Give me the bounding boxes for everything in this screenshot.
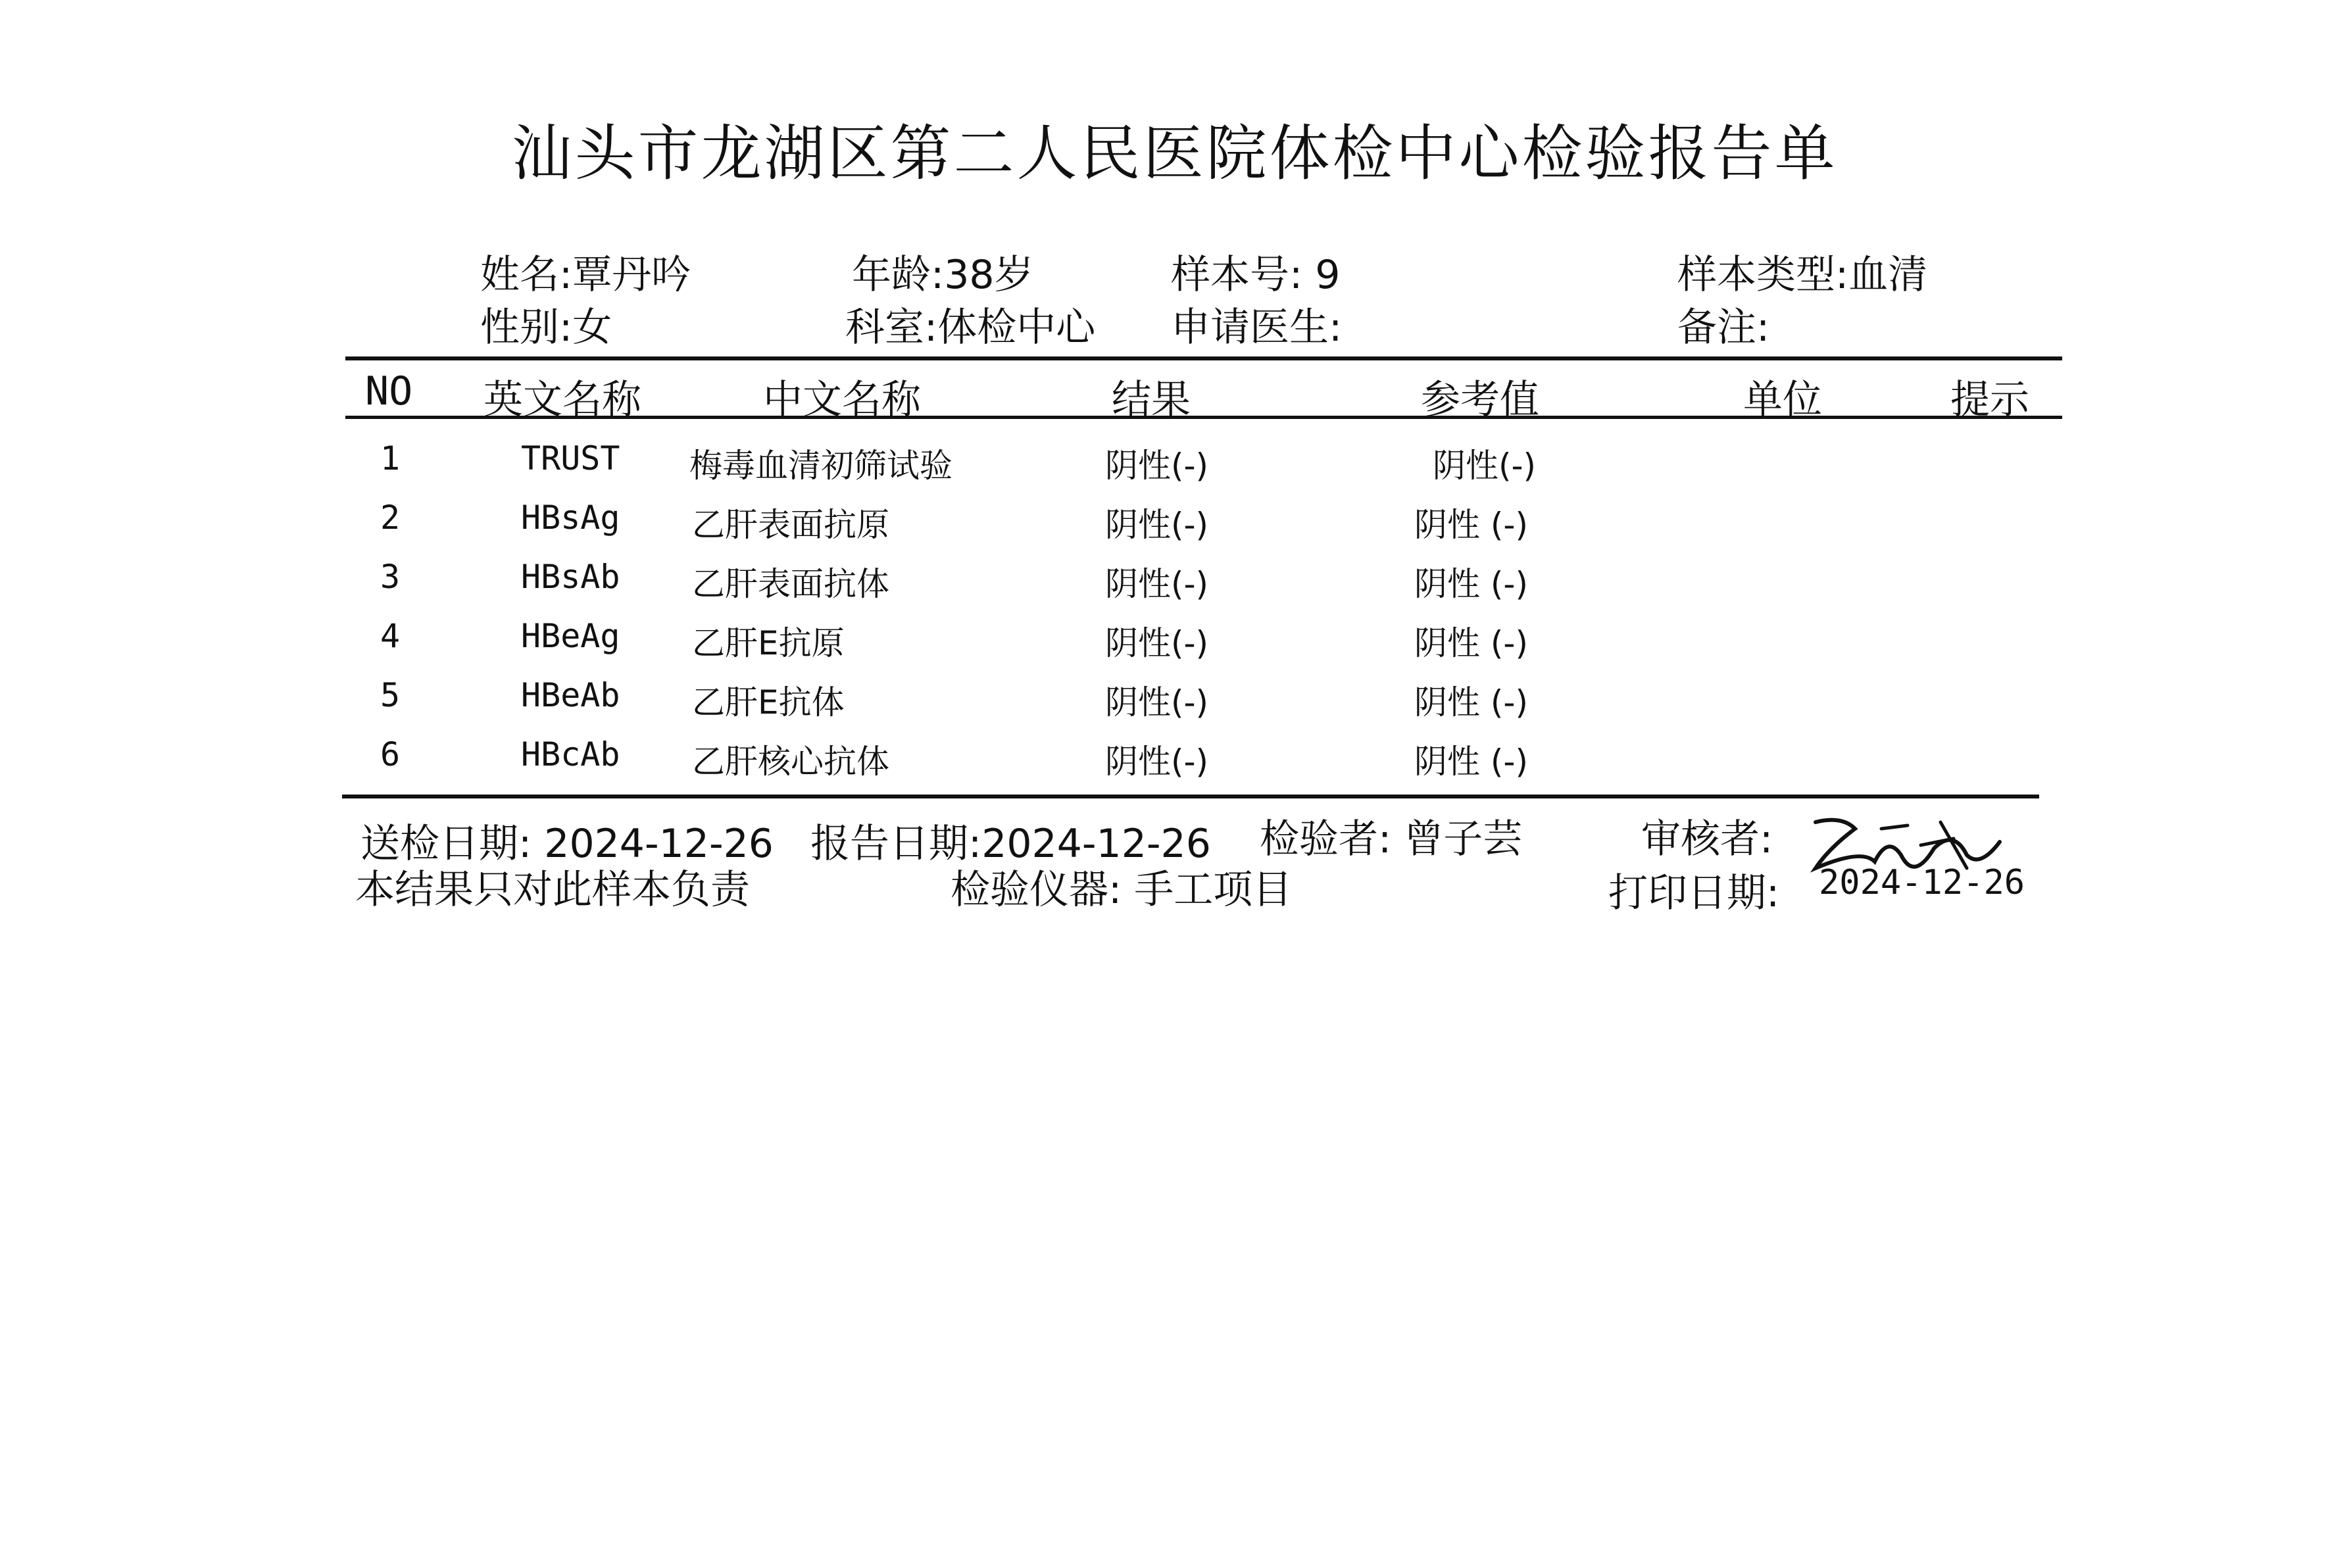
row-no: 2 xyxy=(380,499,401,537)
instrument: 检验仪器: 手工项目 xyxy=(951,867,1293,913)
row-english-name: HBcAb xyxy=(521,735,620,773)
header-no: NO xyxy=(365,368,413,414)
row-reference: 阴性 (-) xyxy=(1414,624,1528,662)
row-reference: 阴性 (-) xyxy=(1414,565,1528,603)
row-result: 阴性(-) xyxy=(1105,743,1209,781)
print-date-value: 2024-12-26 xyxy=(1819,863,2025,902)
table-top-rule xyxy=(345,356,2062,360)
row-result: 阴性(-) xyxy=(1105,565,1209,603)
row-chinese-name: 乙肝核心抗体 xyxy=(692,743,889,781)
row-no: 1 xyxy=(380,439,401,478)
header-english-name: 英文名称 xyxy=(483,377,641,423)
send-date: 送检日期: 2024-12-26 xyxy=(360,821,774,867)
sample-number: 样本号: 9 xyxy=(1171,252,1341,298)
row-english-name: TRUST xyxy=(521,439,620,478)
report-title: 汕头市龙湖区第二人民医院体检中心检验报告单 xyxy=(511,118,1838,189)
patient-gender: 性别:女 xyxy=(480,305,612,351)
header-unit: 单位 xyxy=(1743,377,1822,423)
reviewer: 审核者: xyxy=(1641,816,1773,862)
row-chinese-name: 乙肝E抗体 xyxy=(692,683,845,722)
header-chinese-name: 中文名称 xyxy=(763,377,921,423)
row-reference: 阴性 (-) xyxy=(1414,506,1528,544)
header-hint: 提示 xyxy=(1950,377,2029,423)
row-no: 5 xyxy=(380,676,401,714)
row-reference: 阴性 (-) xyxy=(1414,683,1528,722)
row-no: 6 xyxy=(380,735,401,773)
reviewer-signature xyxy=(1802,809,2013,901)
row-english-name: HBsAg xyxy=(521,499,620,537)
row-no: 4 xyxy=(380,617,401,655)
row-result: 阴性(-) xyxy=(1105,506,1209,544)
patient-name: 姓名:覃丹吟 xyxy=(480,252,691,298)
row-reference: 阴性(-) xyxy=(1433,447,1537,485)
row-chinese-name: 乙肝表面抗原 xyxy=(692,506,889,544)
requesting-doctor: 申请医生: xyxy=(1171,305,1343,351)
row-chinese-name: 梅毒血清初筛试验 xyxy=(689,447,952,485)
row-chinese-name: 乙肝表面抗体 xyxy=(692,565,889,603)
row-reference: 阴性 (-) xyxy=(1414,743,1528,781)
row-result: 阴性(-) xyxy=(1105,683,1209,722)
sample-type: 样本类型:血清 xyxy=(1677,252,1928,298)
inspector: 检验者: 曾子芸 xyxy=(1260,816,1523,862)
row-result: 阴性(-) xyxy=(1105,447,1209,485)
row-english-name: HBeAb xyxy=(521,676,620,714)
header-reference: 参考值 xyxy=(1421,377,1539,423)
row-english-name: HBsAb xyxy=(521,558,620,596)
patient-age: 年龄:38岁 xyxy=(852,252,1034,298)
row-english-name: HBeAg xyxy=(521,617,620,655)
row-chinese-name: 乙肝E抗原 xyxy=(692,624,845,662)
row-no: 3 xyxy=(380,558,401,596)
row-result: 阴性(-) xyxy=(1105,624,1209,662)
report-date: 报告日期:2024-12-26 xyxy=(810,821,1211,867)
department: 科室:体检中心 xyxy=(845,305,1096,351)
print-date-label: 打印日期: xyxy=(1608,870,1780,916)
remark: 备注: xyxy=(1677,305,1770,351)
disclaimer: 本结果只对此样本负责 xyxy=(355,867,750,913)
table-bottom-rule xyxy=(342,795,2039,798)
header-result: 结果 xyxy=(1112,377,1191,423)
